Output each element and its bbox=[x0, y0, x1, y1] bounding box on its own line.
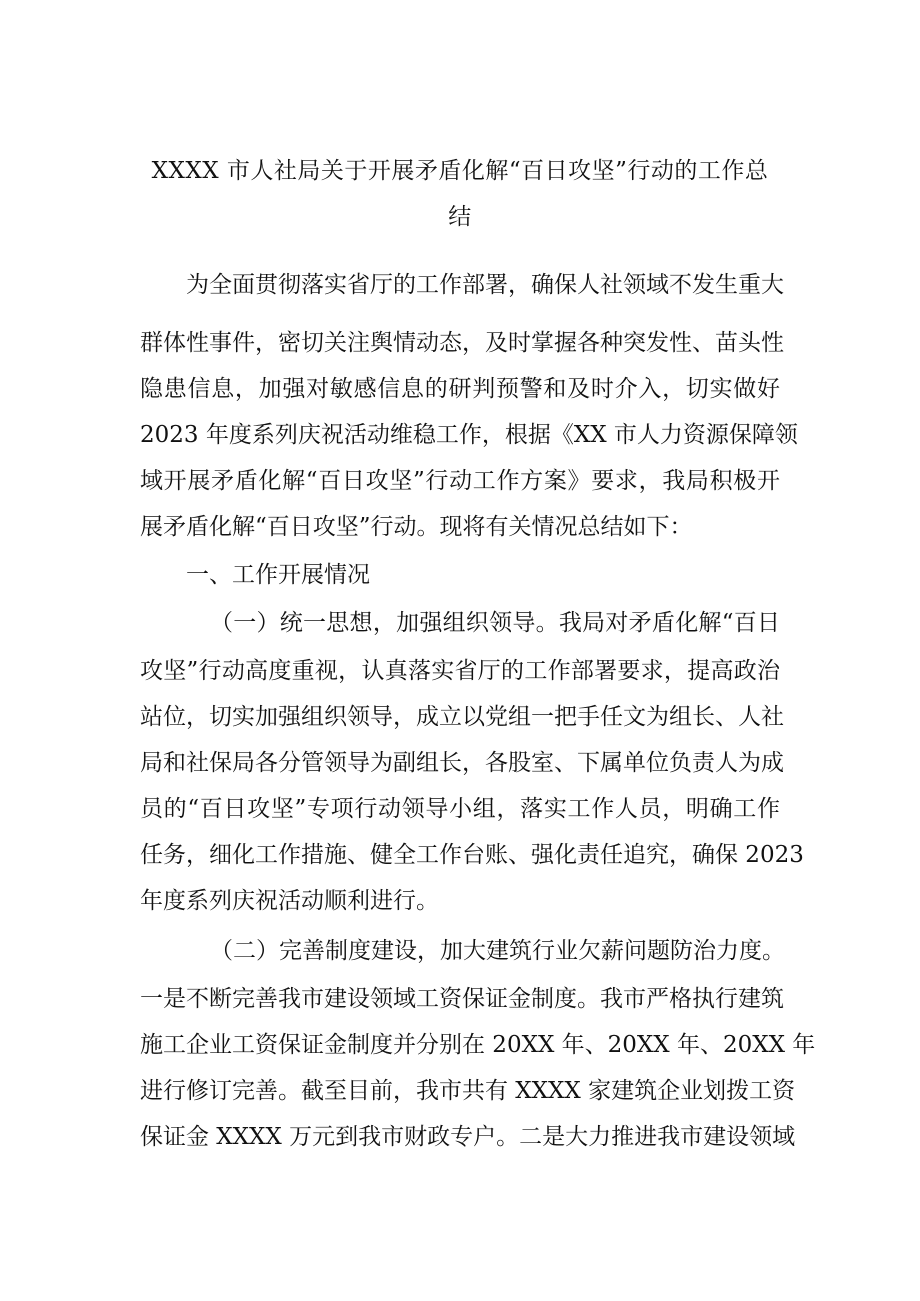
paragraph-line: 进行修订完善。截至目前，我市共有 XXXX 家建筑企业划拨工资 bbox=[140, 1078, 796, 1104]
paragraph-line: （一）统一思想，加强组织领导。我局对矛盾化解“百日 bbox=[210, 610, 780, 636]
paragraph-line: 站位，切实加强组织领导，成立以党组一把手任文为组长、人社 bbox=[140, 704, 784, 730]
intro-line: 隐患信息，加强对敏感信息的研判预警和及时介入，切实做好 bbox=[140, 376, 780, 402]
document-title-line-1: XXXX 市人社局关于开展矛盾化解“百日攻坚”行动的工作总 bbox=[151, 158, 769, 184]
paragraph-line: 局和社保局各分管领导为副组长，各股室、下属单位负责人为成 bbox=[140, 750, 784, 776]
paragraph-line: 一是不断完善我市建设领域工资保证金制度。我市严格执行建筑 bbox=[140, 986, 784, 1012]
document-title-line-2: 结 bbox=[448, 204, 472, 230]
intro-line: 展矛盾化解“百日攻坚”行动。现将有关情况总结如下： bbox=[140, 514, 693, 540]
paragraph-line: 保证金 XXXX 万元到我市财政专户。二是大力推进我市建设领域 bbox=[140, 1124, 796, 1150]
intro-line: 为全面贯彻落实省厅的工作部署，确保人社领域不发生重大 bbox=[186, 272, 784, 298]
paragraph-line: （二）完善制度建设，加大建筑行业欠薪问题防治力度。 bbox=[210, 938, 785, 964]
intro-line: 域开展矛盾化解“百日攻坚”行动工作方案》要求，我局积极开 bbox=[140, 468, 780, 494]
intro-line: 2023 年度系列庆祝活动维稳工作，根据《XX 市人力资源保障领 bbox=[140, 422, 798, 448]
paragraph-line: 攻坚”行动高度重视，认真落实省厅的工作部署要求，提高政治 bbox=[140, 658, 780, 684]
paragraph-line: 任务，细化工作措施、健全工作台账、强化责任追究，确保 2023 bbox=[140, 842, 804, 868]
paragraph-line: 施工企业工资保证金制度并分别在 20XX 年、20XX 年、20XX 年 bbox=[140, 1032, 816, 1058]
paragraph-line: 年度系列庆祝活动顺利进行。 bbox=[140, 888, 439, 914]
section-heading: 一、工作开展情况 bbox=[186, 562, 370, 588]
paragraph-line: 员的“百日攻坚”专项行动领导小组，落实工作人员，明确工作 bbox=[140, 796, 780, 822]
intro-line: 群体性事件，密切关注舆情动态，及时掌握各种突发性、苗头性 bbox=[140, 330, 784, 356]
